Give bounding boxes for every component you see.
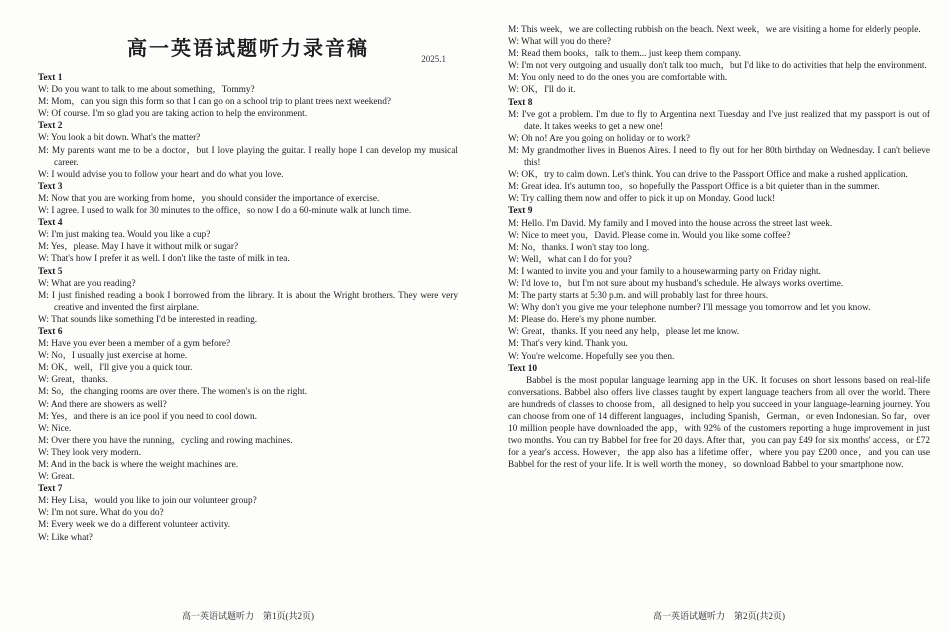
dialogue-line: W: I'm not sure. What do you do? bbox=[38, 508, 164, 519]
dialogue-line: M: Hello. I'm David. My family and I moved into the house across the street last week. bbox=[508, 218, 833, 229]
section-heading: Text 5 bbox=[38, 266, 63, 277]
speaker-label: W: bbox=[38, 375, 52, 386]
dialogue-line: M: So，the changing rooms are over there. The women's is on the right. bbox=[38, 387, 308, 398]
speaker-label: M: bbox=[508, 266, 522, 277]
dialogue-line: W: That sounds like something I'd be interested in reading. bbox=[38, 314, 258, 325]
speaker-label: M: bbox=[508, 315, 522, 326]
page-2-footer: 高一英语试题听力 第2页(共2页) bbox=[653, 611, 785, 621]
speaker-label: W: bbox=[508, 351, 521, 362]
speaker-label: M: bbox=[508, 73, 521, 84]
speaker-label: M: bbox=[38, 97, 52, 108]
speaker-label: W: bbox=[38, 351, 52, 362]
dialogue-line: W: Try calling them now and offer to pick it up on Monday. Good luck! bbox=[508, 194, 776, 205]
page-2-blocks bbox=[508, 24, 930, 471]
section-heading: Text 8 bbox=[508, 97, 533, 108]
dialogue-line: W: What are you reading? bbox=[38, 278, 136, 289]
speaker-label: W: bbox=[38, 278, 52, 289]
dialogue-line: W: You're welcome. Hopefully see you then. bbox=[508, 351, 675, 362]
dialogue-line: W: Great. bbox=[38, 472, 75, 483]
section-heading: Text 9 bbox=[508, 206, 533, 217]
dialogue-line: W: OK，I'll do it. bbox=[508, 85, 576, 96]
dialogue-line: W: You look a bit down. What's the matter? bbox=[38, 133, 201, 144]
speaker-label: M: bbox=[38, 290, 52, 301]
dialogue-line: M: Yes，and there is an ice pool if you need to cool down. bbox=[38, 411, 257, 422]
dialogue-line: W: I would advise you to follow your heart and do what you love. bbox=[38, 169, 284, 180]
dialogue-line: W: They look very modern. bbox=[38, 447, 142, 458]
speaker-label: M: bbox=[508, 182, 522, 193]
dialogue-line: W: Why don't you give me your telephone number? I'll message you tomorrow and let you know. bbox=[508, 303, 871, 314]
speaker-label: M: bbox=[38, 145, 52, 156]
speaker-label: M: bbox=[38, 363, 52, 374]
dialogue-line: M: Now that you are working from home，you should consider the importance of exercise. bbox=[38, 193, 380, 204]
dialogue-line: W: OK，try to calm down. Let's think. You can drive to the Passport Office and make a rushed application. bbox=[508, 170, 908, 181]
dialogue-line: M: Have you ever been a member of a gym before? bbox=[38, 339, 231, 350]
dialogue-line: W: I'm just making tea. Would you like a cup? bbox=[38, 230, 211, 241]
speaker-label: W: bbox=[38, 230, 52, 241]
speaker-label: W: bbox=[508, 133, 522, 144]
speaker-label: M: bbox=[38, 193, 52, 204]
dialogue-line: M: You only need to do the ones you are comfortable with. bbox=[508, 73, 728, 84]
speaker-label: W: bbox=[508, 194, 522, 205]
speaker-label: W: bbox=[508, 37, 522, 48]
dialogue-line: W: Oh no! Are you going on holiday or to work? bbox=[508, 133, 690, 144]
page-1-column bbox=[38, 24, 458, 544]
page-1-footer: 高一英语试题听力 第1页(共2页) bbox=[182, 611, 314, 621]
dialogue-line: M: OK，well，I'll give you a quick tour. bbox=[38, 363, 193, 374]
speaker-label: W: bbox=[508, 61, 522, 72]
dialogue-line: M: I just finished reading a book I borrowed from the library. It is about the Wright brothers. They were very creative and invented the first airplane. bbox=[38, 290, 458, 313]
speaker-label: W: bbox=[508, 303, 522, 314]
speaker-label: W: bbox=[38, 133, 51, 144]
dialogue-line: W: Of course. I'm so glad you are taking action to help the environment. bbox=[38, 109, 308, 120]
speaker-label: W: bbox=[38, 423, 52, 434]
dialogue-line: W: Great，thanks. bbox=[38, 375, 108, 386]
speaker-label: W: bbox=[38, 314, 52, 325]
speaker-label: W: bbox=[38, 85, 52, 96]
speaker-label: W: bbox=[38, 109, 52, 120]
dialogue-line: M: Read them books，talk to them... just keep them company. bbox=[508, 49, 742, 60]
speaker-label: M: bbox=[38, 435, 52, 446]
speaker-label: W: bbox=[38, 206, 52, 217]
page-1-blocks bbox=[38, 72, 458, 544]
section-heading: Text 10 bbox=[508, 363, 538, 374]
dialogue-line: W: And there are showers as well? bbox=[38, 399, 167, 410]
speaker-label: M: bbox=[38, 411, 51, 422]
document-date: 2025.1 bbox=[421, 54, 446, 64]
speaker-label: M: bbox=[508, 25, 522, 35]
dialogue-line: W: Do you want to talk to me about something，Tommy? bbox=[38, 85, 255, 96]
speaker-label: W: bbox=[508, 170, 522, 181]
passage-paragraph: Babbel is the most popular language learning app in the UK. It focuses on short lessons based on real-life conversations. Babbel also offers live classes taught by expert language teachers from all over the world. There are hundreds of classes to choose from，all designed to help you succeed in your language-learning journey. You can choose from one of 14 different languages，including Spanish，German，or even Indonesian. So far，over 10 million people have downloaded the app，with 92% of the customers reporting a huge improvement in just two months. You can try Babbel for free for 20 days. After that，you can pay £49 for six months' access，or £72 for a year's access. However，the app also has a lifetime offer，where you pay £200 once，and you can use Babbel for the rest of your life. It is well worth the money，so download Babbel to your smartphone now. bbox=[508, 375, 930, 471]
speaker-label: M: bbox=[508, 339, 522, 350]
dialogue-line: M: Please do. Here's my phone number. bbox=[508, 315, 657, 326]
dialogue-line: M: Great idea. It's autumn too，so hopefully the Passport Office is a bit quieter than in the summer. bbox=[508, 182, 880, 193]
dialogue-line: W: Like what? bbox=[38, 532, 93, 543]
dialogue-line: M: Yes，please. May I have it without milk or sugar? bbox=[38, 242, 239, 253]
section-heading: Text 3 bbox=[38, 181, 63, 192]
speaker-label: W: bbox=[38, 532, 52, 543]
dialogue-line: W: I'm not very outgoing and usually don't talk too much，but I'd like to do activities that help the environment. bbox=[508, 61, 927, 72]
section-heading: Text 7 bbox=[38, 484, 63, 495]
dialogue-line: W: I agree. I used to walk for 30 minutes to the office，so now I do a 60-minute walk at lunch time. bbox=[38, 206, 412, 217]
speaker-label: W: bbox=[508, 230, 522, 241]
speaker-label: M: bbox=[508, 145, 522, 156]
document-title: 高一英语试题听力录音稿 bbox=[127, 38, 369, 60]
section-heading: Text 6 bbox=[38, 326, 63, 337]
speaker-label: W: bbox=[38, 447, 52, 458]
speaker-label: W: bbox=[38, 169, 52, 180]
dialogue-line: M: This week，we are collecting rubbish on the beach. Next week，we are visiting a home for elderly people. bbox=[508, 25, 921, 35]
speaker-label: W: bbox=[508, 278, 522, 289]
section-heading: Text 2 bbox=[38, 121, 63, 132]
speaker-label: M: bbox=[38, 520, 52, 531]
speaker-label: M: bbox=[508, 109, 522, 120]
dialogue-line: M: The party starts at 5:30 p.m. and will probably last for three hours. bbox=[508, 291, 769, 302]
speaker-label: W: bbox=[38, 254, 52, 265]
speaker-label: M: bbox=[38, 460, 51, 470]
dialogue-line: M: Every week we do a different volunteer activity. bbox=[38, 520, 231, 531]
dialogue-line: M: Over there you have the running，cycling and rowing machines. bbox=[38, 435, 293, 446]
speaker-label: M: bbox=[38, 496, 52, 507]
dialogue-line: M: Hey Lisa，would you like to join our volunteer group? bbox=[38, 496, 257, 507]
speaker-label: M: bbox=[38, 242, 51, 253]
dialogue-line: W: Nice to meet you，David. Please come in. Would you like some coffee? bbox=[508, 230, 791, 241]
dialogue-line: W: Well，what can I do for you? bbox=[508, 254, 632, 265]
dialogue-line: M: And in the back is where the weight machines are. bbox=[38, 460, 239, 470]
speaker-label: M: bbox=[508, 291, 522, 302]
dialogue-line: M: That's very kind. Thank you. bbox=[508, 339, 628, 350]
speaker-label: W: bbox=[508, 254, 522, 265]
dialogue-line: W: What will you do there? bbox=[508, 37, 612, 48]
dialogue-line: W: That's how I prefer it as well. I don't like the taste of milk in tea. bbox=[38, 254, 290, 265]
speaker-label: W: bbox=[508, 327, 522, 338]
dialogue-line: M: I wanted to invite you and your family to a housewarming party on Friday night. bbox=[508, 266, 821, 277]
dialogue-line: M: My parents want me to be a doctor，but I love playing the guitar. I really hope I can develop my musical career. bbox=[38, 145, 458, 168]
speaker-label: M: bbox=[38, 387, 52, 398]
section-heading: Text 1 bbox=[38, 73, 63, 83]
speaker-label: W: bbox=[38, 399, 51, 410]
dialogue-line: W: I'd love to，but I'm not sure about my husband's schedule. He always works overtime. bbox=[508, 278, 844, 289]
speaker-label: W: bbox=[38, 508, 52, 519]
dialogue-line: M: My grandmother lives in Buenos Aires. I need to fly out for her 80th birthday on Wednesday. I can't believe this! bbox=[508, 145, 930, 169]
dialogue-line: W: No，I usually just exercise at home. bbox=[38, 351, 188, 362]
speaker-label: M: bbox=[508, 242, 522, 253]
dialogue-line: W: Nice. bbox=[38, 423, 72, 434]
dialogue-line: W: Great，thanks. If you need any help，please let me know. bbox=[508, 327, 740, 338]
section-heading: Text 4 bbox=[38, 218, 63, 229]
dialogue-line: M: Mom，can you sign this form so that I can go on a school trip to plant trees next weekend? bbox=[38, 97, 391, 108]
speaker-label: M: bbox=[38, 339, 52, 350]
page-2-column bbox=[508, 24, 930, 471]
speaker-label: M: bbox=[508, 49, 522, 60]
title-row bbox=[38, 24, 458, 66]
dialogue-line: M: No，thanks. I won't stay too long. bbox=[508, 242, 650, 253]
dialogue-line: M: I've got a problem. I'm due to fly to Argentina next Tuesday and I've just realized that my passport is out of date. It takes weeks to get a new one! bbox=[508, 109, 930, 132]
speaker-label: W: bbox=[508, 85, 522, 96]
speaker-label: M: bbox=[508, 218, 522, 229]
speaker-label: W: bbox=[38, 472, 52, 483]
